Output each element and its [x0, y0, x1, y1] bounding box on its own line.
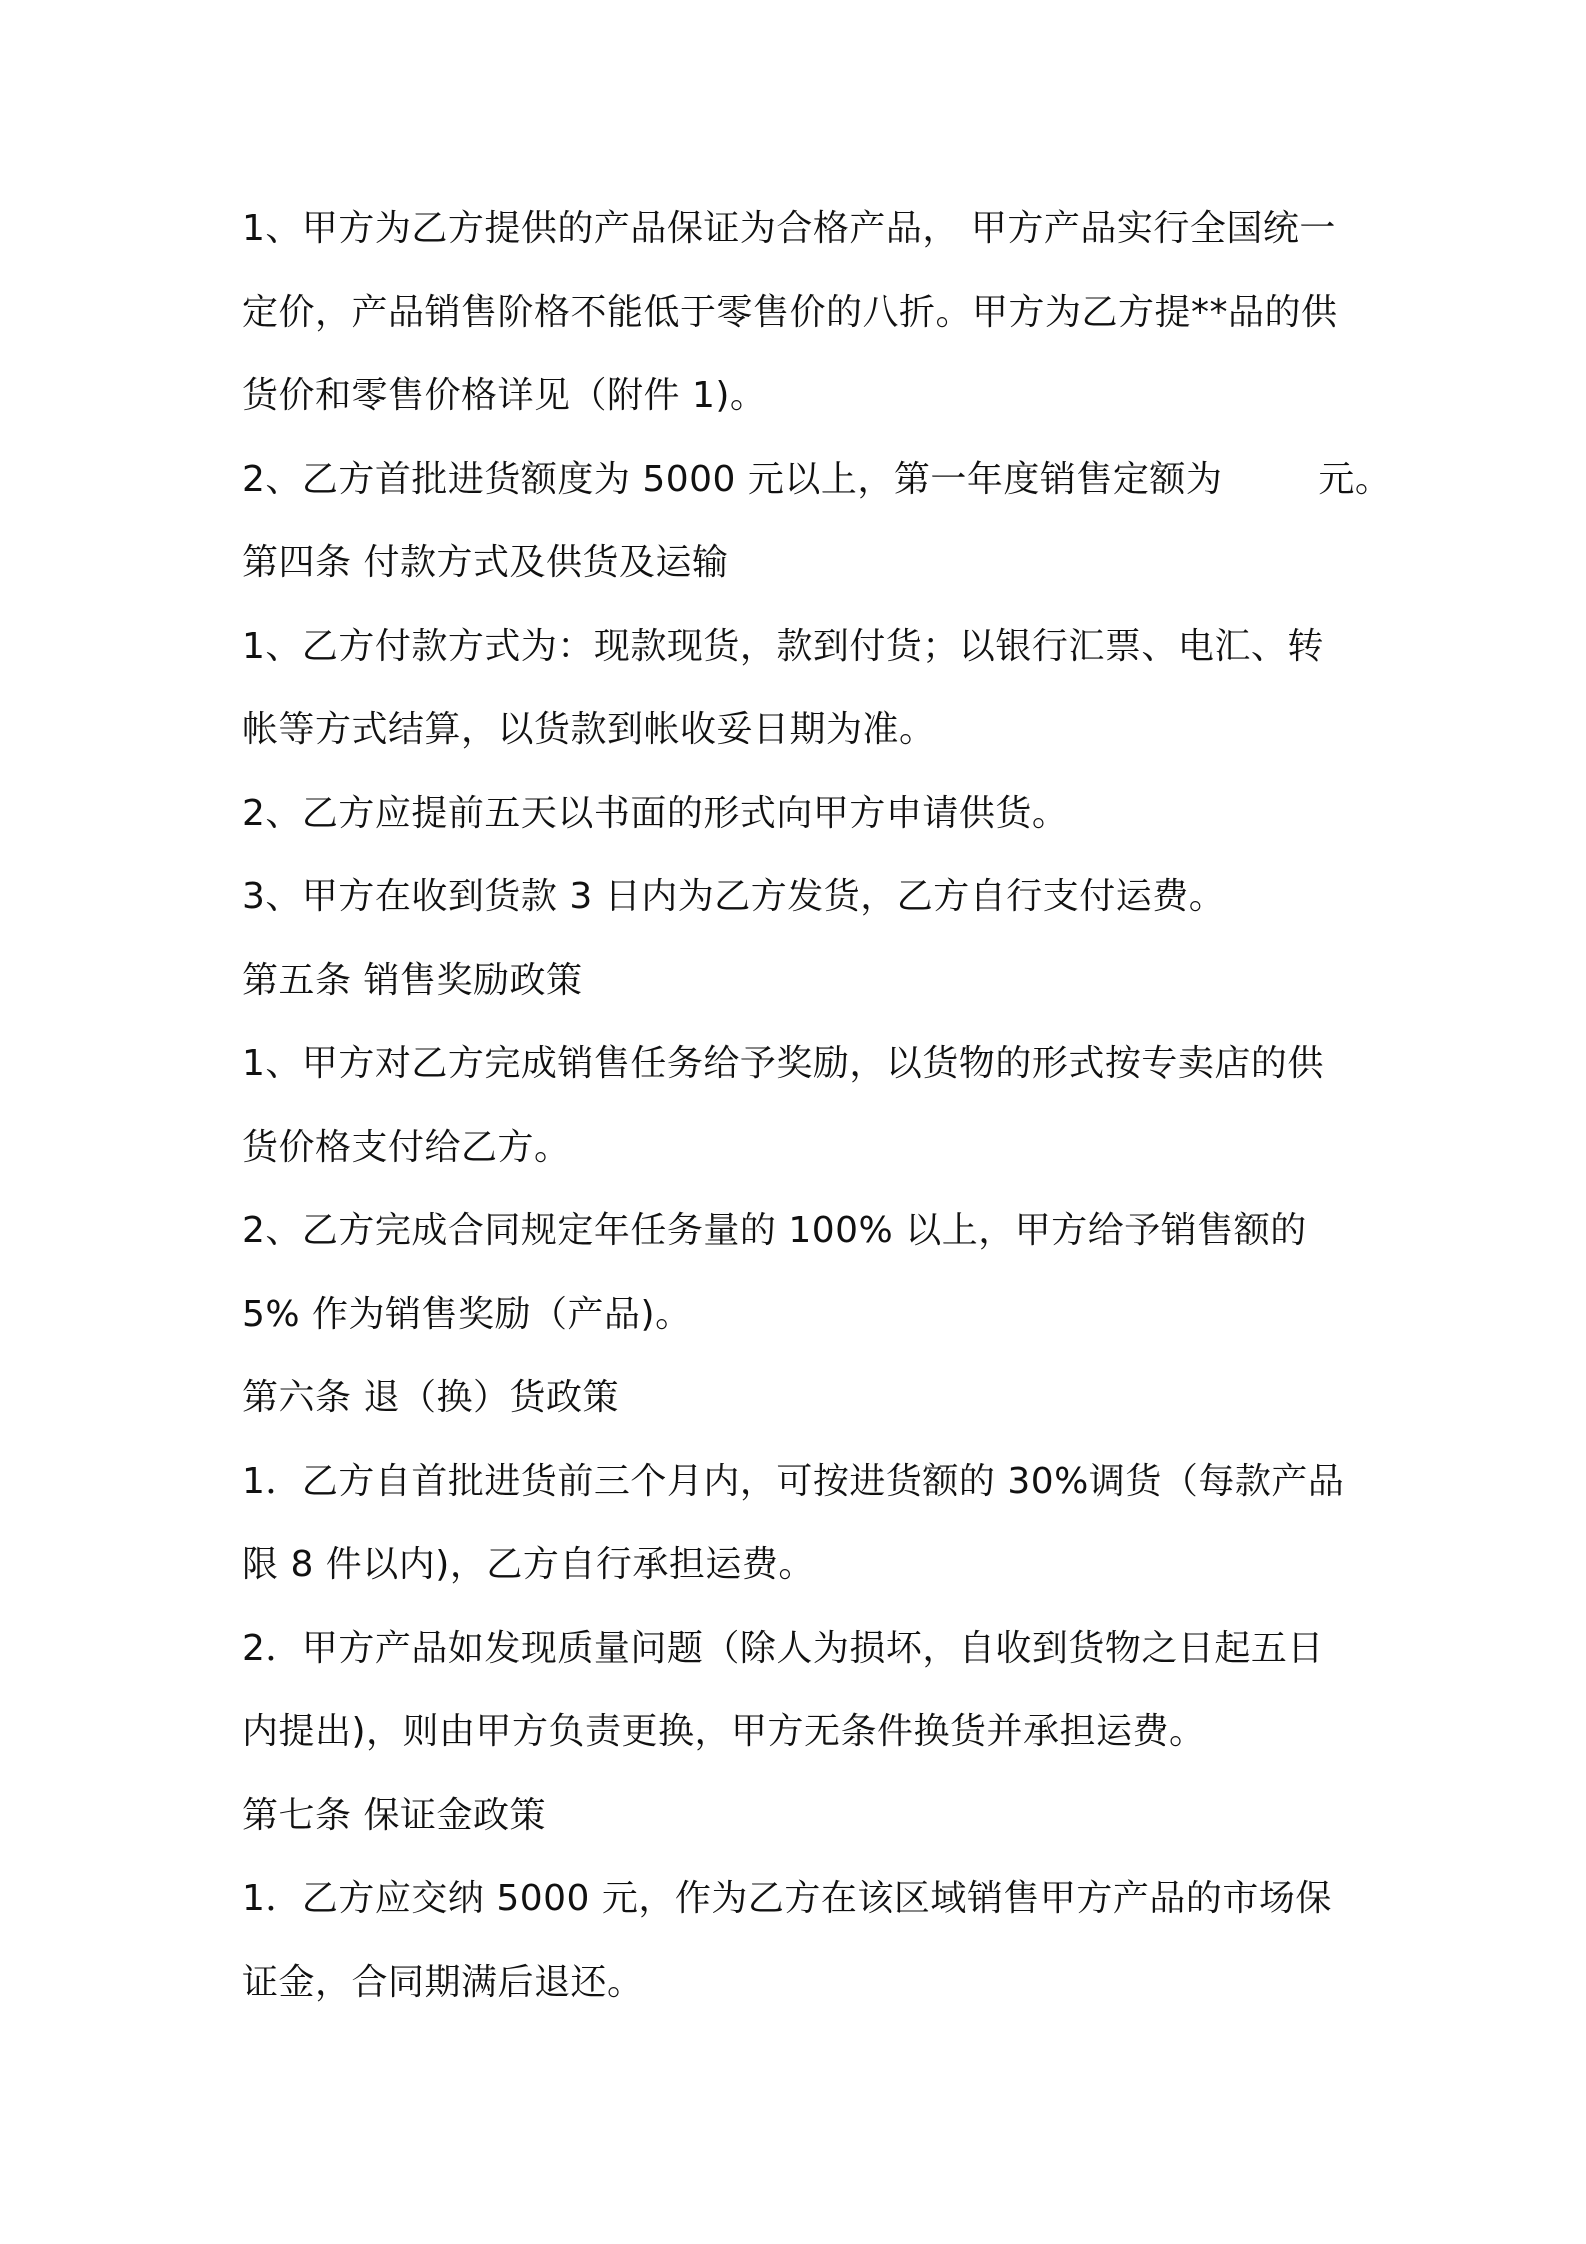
section-heading: 第七条 保证金政策 [242, 1794, 546, 1836]
text-line: 2、乙方完成合同规定年任务量的 100% 以上，甲方给予销售额的 [242, 1210, 1307, 1251]
text-line: 货价格支付给乙方。 [242, 1126, 571, 1168]
text-line-tail: 元。 [1318, 458, 1392, 500]
text-line: 1、甲方对乙方完成销售任务给予奖励，以货物的形式按专卖店的供 [242, 1043, 1324, 1084]
text-line: 1．乙方自首批进货前三个月内，可按进货额的 30%调货（每款产品 [242, 1460, 1345, 1502]
text-line: 2、乙方应提前五天以书面的形式向甲方申请供货。 [242, 792, 1069, 834]
section-heading: 第四条 付款方式及供货及运输 [242, 542, 729, 583]
text-line: 1、乙方付款方式为：现款现货，款到付货；以银行汇票、电汇、转 [242, 625, 1324, 667]
text-line: 限 8 件以内)，乙方自行承担运费。 [242, 1544, 815, 1585]
text-line: 定价，产品销售阶格不能低于零售价的八折。甲方为乙方提**品的供 [242, 291, 1338, 333]
text-line: 证金，合同期满后退还。 [242, 1961, 644, 2003]
text-line: 内提出)，则由甲方负责更换，甲方无条件换货并承担运费。 [242, 1711, 1206, 1752]
text-line: 货价和零售价格详见（附件 1)。 [242, 375, 767, 416]
text-line [242, 451, 1392, 535]
text-line-main: 2、乙方首批进货额度为 5000 元以上，第一年度销售定额为 [242, 458, 1223, 500]
section-heading: 第六条 退（换）货政策 [242, 1377, 619, 1418]
text-line: 2．甲方产品如发现质量问题（除人为损坏，自收到货物之日起五日 [242, 1627, 1324, 1669]
text-line: 3、甲方在收到货款 3 日内为乙方发货，乙方自行支付运费。 [242, 876, 1226, 917]
text-line: 1．乙方应交纳 5000 元，作为乙方在该区域销售甲方产品的市场保 [242, 1878, 1332, 1919]
text-line: 5% 作为销售奖励（产品)。 [242, 1293, 692, 1335]
text-line: 1、甲方为乙方提供的产品保证为合格产品， 甲方产品实行全国统一 [242, 208, 1336, 249]
section-heading: 第五条 销售奖励政策 [242, 959, 583, 1001]
document-body [242, 200, 1392, 2037]
text-line: 帐等方式结算，以货款到帐收妥日期为准。 [242, 709, 936, 750]
